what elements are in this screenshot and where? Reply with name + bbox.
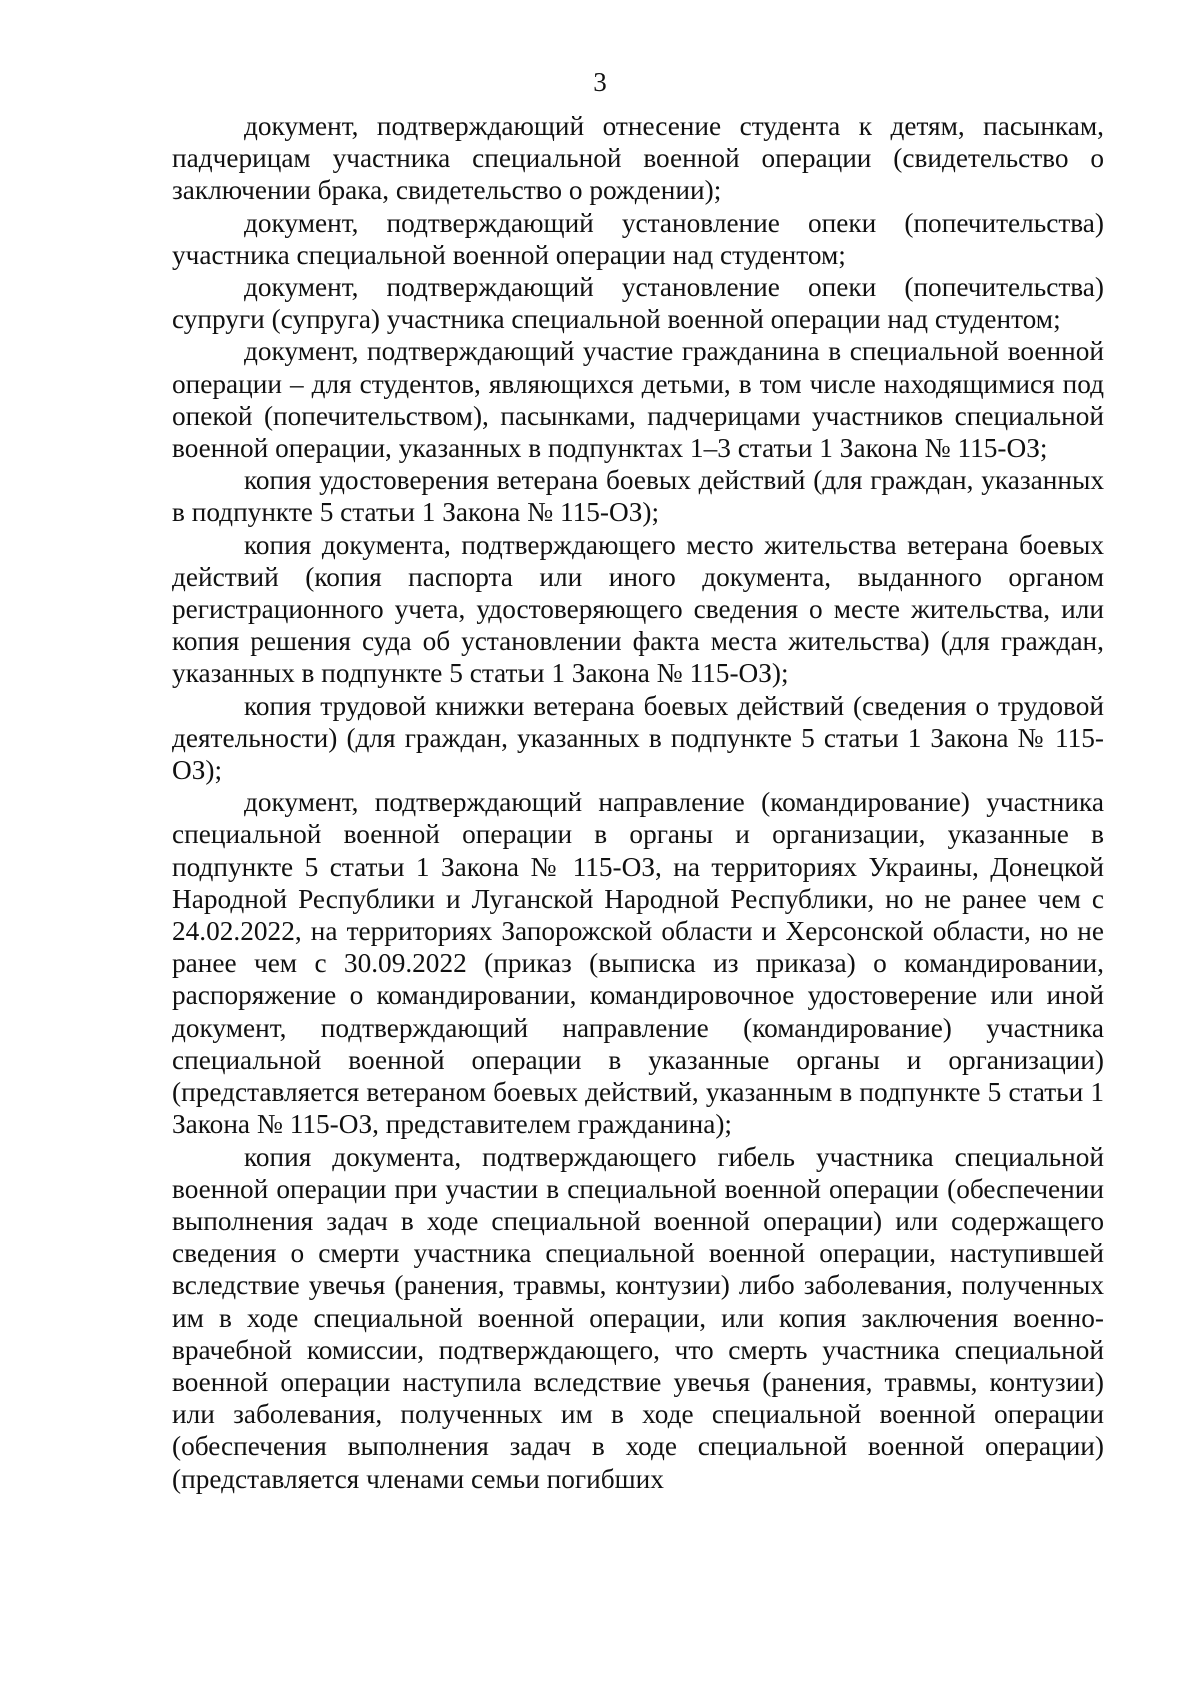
paragraph-3: документ, подтверждающий установление опеки (попечительства) супруги (супруга) участника специальной военной операции над студентом; (172, 272, 1104, 335)
paragraph-6: копия документа, подтверждающего место жительства ветерана боевых действий (копия паспорта или иного документа, выданного органом регистрационного учета, удостоверяющего сведения о месте жительства, или копия решения суда об установлении факта места жительства) (для граждан, указанных в подпункте 5 статьи 1 Закона № 115-ОЗ); (172, 529, 1104, 689)
paragraph-2: документ, подтверждающий установление опеки (попечительства) участника специальной военной операции над студентом; (172, 207, 1104, 270)
paragraph-9: копия документа, подтверждающего гибель участника специальной военной операции при участии в специальной военной операции (обеспечении выполнения задач в ходе специальной военной операции) или содержащего сведения о смерти участника специальной военной операции, наступившей вследствие увечья (ранения, травмы, контузии) либо заболевания, полученных им в ходе специальной военной операции, или копия заключения военно-врачебной комиссии, подтверждающего, что смерть участника специальной военной операции наступила вследствие увечья (ранения, травмы, контузии) или заболевания, полученных им в ходе специальной военной операции (обеспечения выполнения задач в ходе специальной военной операции) (представляется членами семьи погибших (172, 1141, 1104, 1494)
paragraph-4: документ, подтверждающий участие гражданина в специальной военной операции – для студентов, являющихся детьми, в том числе находящимися под опекой (попечительством), пасынками, падчерицами участников специальной военной операции, указанных в подпунктах 1–3 статьи 1 Закона № 115-ОЗ; (172, 336, 1104, 464)
page-number: 3 (593, 67, 607, 97)
paragraph-8: документ, подтверждающий направление (командирование) участника специальной военной операции в органы и организации, указанные в подпункте 5 статьи 1 Закона № 115-ОЗ, на территориях Украины, Донецкой Народной Республики и Луганской Народной Республики, но не ранее чем с 24.02.2022, на территориях Запорожской области и Херсонской области, но не ранее чем с 30.09.2022 (приказ (выписка из приказа) о командировании, распоряжение о командировании, командировочное удостоверение или иной документ, подтверждающий направление (командирование) участника специальной военной операции в указанные органы и организации) (представляется ветераном боевых действий, указанным в подпункте 5 статьи 1 Закона № 115-ОЗ, представителем гражданина); (172, 787, 1104, 1140)
paragraph-7: копия трудовой книжки ветерана боевых действий (сведения о трудовой деятельности) (для граждан, указанных в подпункте 5 статьи 1 Закона № 115-ОЗ); (172, 690, 1104, 786)
document-body (172, 110, 1104, 1495)
paragraph-1: документ, подтверждающий отнесение студента к детям, пасынкам, падчерицам участника специальной военной операции (свидетельство о заключении брака, свидетельство о рождении); (172, 111, 1104, 206)
paragraph-5: копия удостоверения ветерана боевых действий (для граждан, указанных в подпункте 5 статьи 1 Закона № 115-ОЗ); (172, 465, 1104, 528)
